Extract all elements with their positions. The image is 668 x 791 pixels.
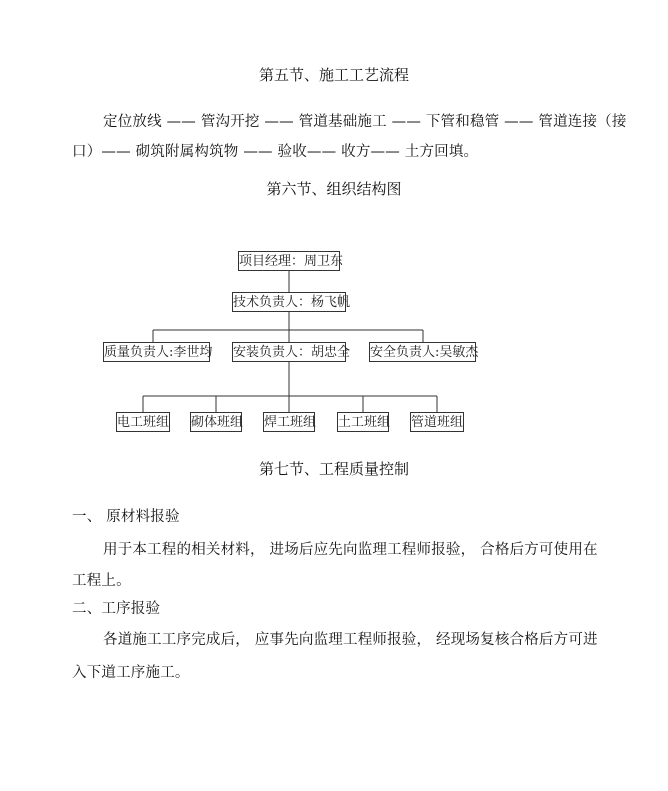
flow-line-2: 口）—— 砌筑附属构筑物 —— 验收—— 收方—— 土方回填。	[72, 144, 479, 160]
item1-line-1: 用于本工程的相关材料， 进场后应先向监理工程师报验， 合格后方可使用在	[103, 542, 598, 558]
section5-title: 第五节、施工工艺流程	[258, 66, 409, 84]
item1-heading: 一、 原材料报验	[72, 509, 180, 525]
item2-line-1: 各道施工工序完成后， 应事先向监理工程师报验， 经现场复核合格后方可进	[103, 632, 598, 648]
section7-title: 第七节、工程质量控制	[258, 460, 409, 478]
org-box-team-pipeline: 管道班组	[410, 412, 464, 432]
org-box-team-electric: 电工班组	[116, 412, 170, 432]
org-box-tech-lead: 技术负责人：杨飞帆	[232, 292, 346, 312]
item2-line-2: 入下道工序施工。	[72, 665, 190, 681]
section6-title: 第六节、组织结构图	[266, 180, 402, 198]
org-box-install-lead: 安装负责人：胡忠全	[232, 342, 346, 362]
org-box-team-masonry: 砌体班组	[190, 412, 242, 432]
org-box-safety-lead: 安全负责人:吴敏杰	[369, 342, 476, 362]
item2-heading: 二、工序报验	[72, 601, 161, 617]
org-box-team-earthwork: 土工班组	[337, 412, 389, 432]
org-box-team-welding: 焊工班组	[263, 412, 315, 432]
flow-line-1: 定位放线 —— 管沟开挖 —— 管道基础施工 —— 下管和稳管 —— 管道连接（接	[103, 114, 627, 130]
org-box-manager: 项目经理：周卫东	[238, 251, 340, 271]
item1-line-2: 工程上。	[72, 573, 131, 589]
org-box-quality-lead: 质量负责人:李世均	[103, 342, 210, 362]
